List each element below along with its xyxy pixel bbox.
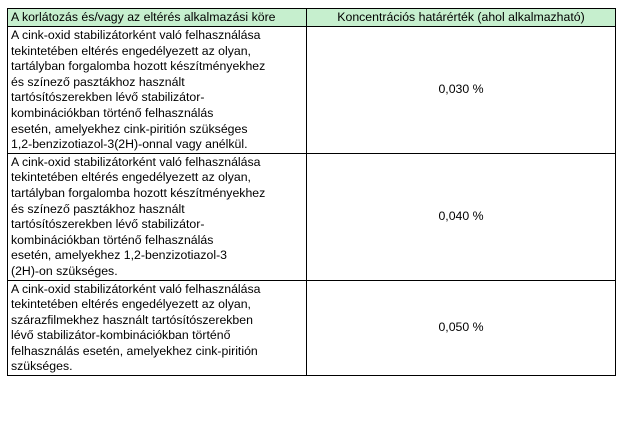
- header-scope: A korlátozás és/vagy az eltérés alkalmazási köre: [8, 9, 307, 27]
- table-row: [8, 153, 616, 280]
- scope-text-line: lévő stabilizátor-kombinációkban történő: [11, 328, 231, 343]
- restriction-table: [7, 8, 616, 376]
- scope-text-line: 1,2-benzizotiazol-3(2H)-onnal vagy anélkül.: [11, 137, 248, 152]
- table-row: [8, 27, 616, 154]
- scope-text-line: kombinációkban történő felhasználás: [11, 232, 214, 247]
- scope-text-line: tartósítószerekben lévő stabilizátor-: [11, 217, 205, 232]
- scope-text-line: A cink-oxid stabilizátorként való felhasználása: [11, 28, 261, 42]
- scope-text-line: A cink-oxid stabilizátorként való felhasználása: [11, 154, 261, 169]
- row-3-concentration-value: 0,050 %: [307, 280, 616, 376]
- scope-text-line: szükséges.: [11, 359, 73, 374]
- header-concentration-limit: Koncentrációs határérték (ahol alkalmazható): [307, 9, 616, 27]
- table-header-row: [8, 9, 616, 27]
- row-1-scope-cell: [8, 27, 307, 154]
- row-2-concentration-value: 0,040 %: [307, 153, 616, 280]
- scope-text-line: tekintetében eltérés engedélyezett az olyan,: [11, 43, 251, 58]
- scope-text-line: szárazfilmekhez használt tartósítószerekben: [11, 312, 253, 327]
- scope-text-line: tartályban forgalomba hozott készítményekhez: [11, 185, 266, 200]
- row-3-scope-cell: [8, 280, 307, 376]
- table-row: [8, 280, 616, 376]
- scope-text-line: esetén, amelyekhez cink-piritión szükséges: [11, 121, 248, 136]
- scope-text-line: (2H)-on szükséges.: [11, 263, 118, 278]
- scope-text-line: tartályban forgalomba hozott készítményekhez: [11, 59, 266, 74]
- scope-text-line: és színező pasztákhoz használt: [11, 201, 185, 216]
- row-1-concentration-value: 0,030 %: [307, 27, 616, 154]
- scope-text-line: kombinációkban történő felhasználás: [11, 105, 214, 120]
- scope-text-line: esetén, amelyekhez 1,2-benzizotiazol-3: [11, 248, 228, 263]
- scope-text-line: tartósítószerekben lévő stabilizátor-: [11, 90, 205, 105]
- scope-text-line: A cink-oxid stabilizátorként való felhasználása: [11, 281, 261, 296]
- scope-text-line: és színező pasztákhoz használt: [11, 74, 185, 89]
- scope-text-line: tekintetében eltérés engedélyezett az olyan,: [11, 297, 251, 312]
- row-2-scope-cell: [8, 153, 307, 280]
- scope-text-line: tekintetében eltérés engedélyezett az olyan,: [11, 170, 251, 185]
- scope-text-line: felhasználás esetén, amelyekhez cink-piritión: [11, 343, 258, 358]
